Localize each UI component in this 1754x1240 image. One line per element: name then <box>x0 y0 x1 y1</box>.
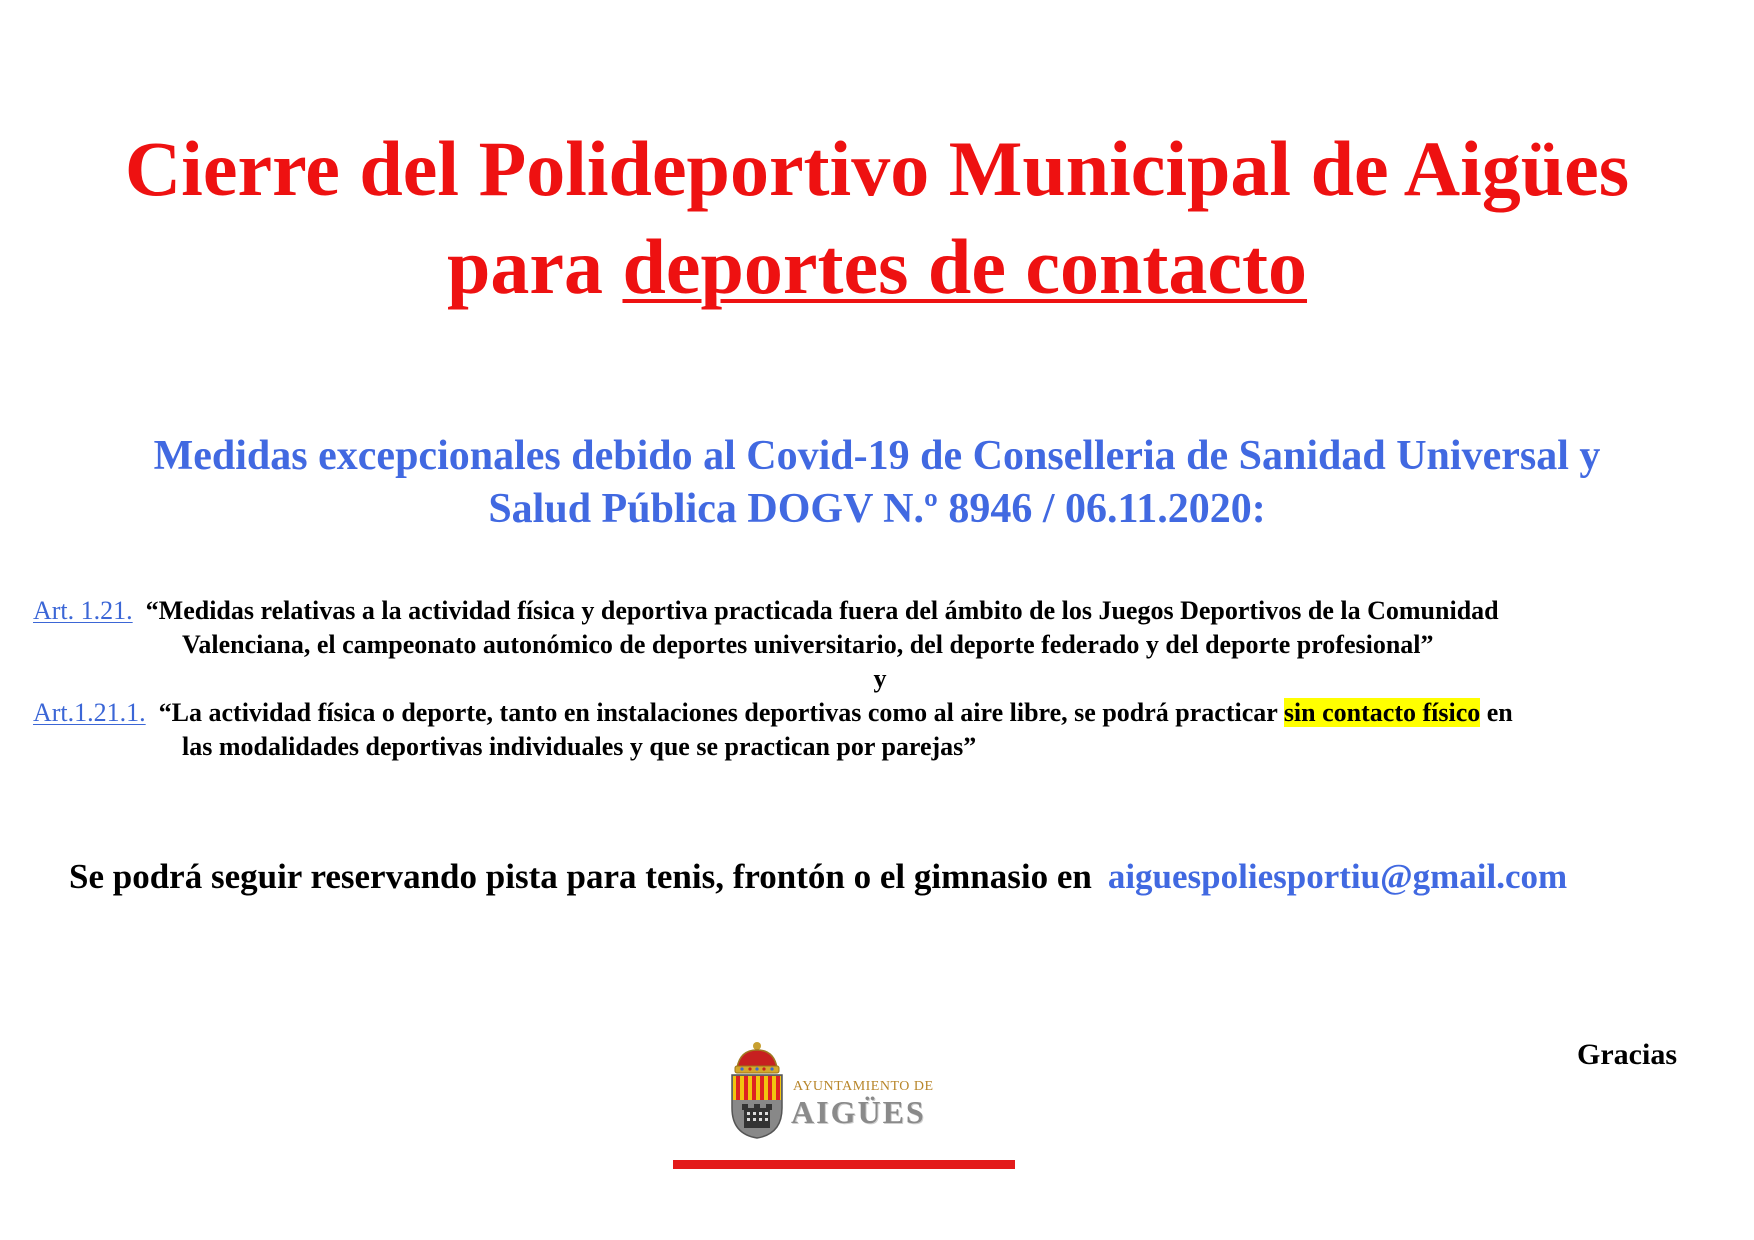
title-line-2-underlined: deportes de contacto <box>622 223 1308 310</box>
reservation-text: Se podrá seguir reservando pista para tenis, frontón o el gimnasio en <box>69 857 1092 896</box>
measures-subtitle <box>60 430 1694 536</box>
article-1-21-1-text-rest: las modalidades deportivas individuales y que se practican por parejas” <box>182 732 977 761</box>
article-1-21-link[interactable]: Art. 1.21. <box>33 596 133 625</box>
title-line-1: Cierre del Polideportivo Municipal de Aigües <box>124 125 1630 212</box>
highlighted-no-contact: sin contacto físico <box>1283 698 1481 727</box>
crown-icon <box>735 1042 779 1073</box>
article-1-21-1-text-before: “La actividad física o deporte, tanto en instalaciones deportivas como al aire libre, se podrá practicar <box>158 698 1284 727</box>
reservation-notice <box>69 855 1719 899</box>
article-1-21-1-link[interactable]: Art.1.21.1. <box>33 698 146 727</box>
article-1-21-1-text-after: en <box>1480 698 1513 727</box>
conjunction-y: y <box>873 664 887 693</box>
logo-name: AIGÜES <box>791 1094 926 1130</box>
logo-subtitle: AYUNTAMIENTO DE <box>793 1079 934 1094</box>
footer-red-bar <box>673 1160 1015 1169</box>
subtitle-line-1: Medidas excepcionales debido al Covid-19 de Conselleria de Sanidad Universal y <box>153 433 1601 479</box>
subtitle-line-2: Salud Pública DOGV N.º 8946 / 06.11.2020: <box>488 486 1266 532</box>
article-1-21-1 <box>33 696 1723 764</box>
contact-email-link[interactable]: aiguespoliesportiu@gmail.com <box>1107 857 1568 896</box>
title-line-2-plain: para <box>446 223 623 310</box>
document-title <box>0 120 1754 316</box>
article-1-21-text-first: “Medidas relativas a la actividad física y deportiva practicada fuera del ámbito de los Juegos Deportivos de la Comunidad <box>145 596 1499 625</box>
closing-thanks: Gracias <box>1577 1038 1677 1071</box>
article-1-21 <box>33 594 1723 662</box>
article-1-21-text-rest: Valenciana, el campeonato autonómico de deportes universitario, del deporte federado y del deporte profesional” <box>182 630 1434 659</box>
shield-icon <box>732 1075 782 1138</box>
